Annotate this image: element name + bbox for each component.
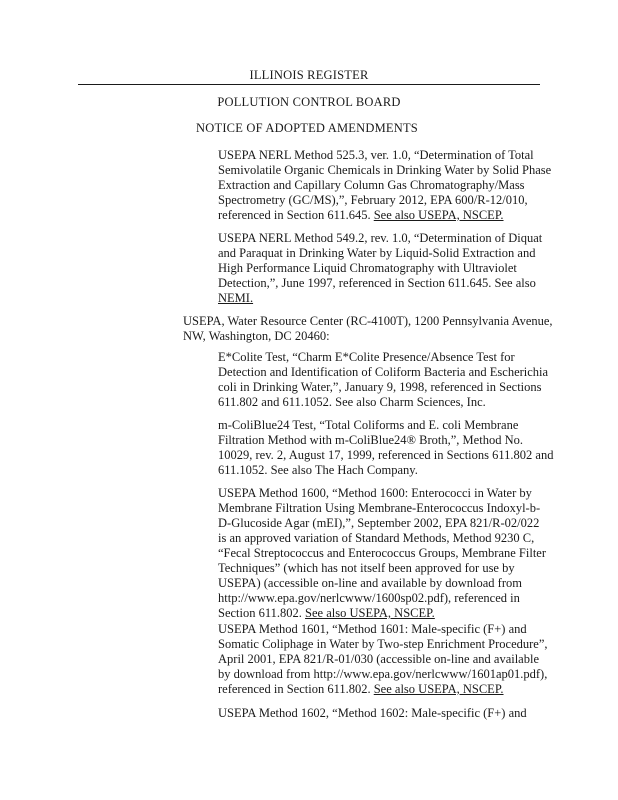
line-text: referenced in Section 611.645.: [218, 208, 371, 222]
line-text: Membrane Filtration Using Membrane-Enterococcus Indoxyl-b-: [218, 501, 541, 515]
entry-line: [218, 637, 548, 652]
line-text: D-Glucoside Agar (mEI),”, September 2002, EPA 821/R-02/022: [218, 516, 540, 530]
line-text: “Fecal Streptococcus and Enterococcus Groups, Membrane Filter: [218, 546, 547, 560]
line-text: referenced in Section 611.802.: [218, 682, 371, 696]
cross-reference: See also USEPA, NSCEP.: [305, 606, 435, 620]
entry-line: [218, 365, 548, 380]
entry-line: [218, 576, 546, 591]
line-text: April 2001, EPA 821/R-01/030 (accessible on-line and available: [218, 652, 540, 666]
header-rule: [78, 84, 540, 85]
entry-line: [218, 463, 553, 478]
line-text: USEPA NERL Method 525.3, ver. 1.0, “Determination of Total: [218, 148, 534, 162]
entry-line: [218, 622, 548, 637]
entry-line: [218, 350, 548, 365]
entry-line: [218, 231, 542, 246]
entry-line: [218, 652, 548, 667]
entry-line: [218, 606, 546, 621]
line-text: USEPA NERL Method 549.2, rev. 1.0, “Determination of Diquat: [218, 231, 543, 245]
entry-line: [218, 246, 542, 261]
entry-line: [218, 193, 551, 208]
line-text: http://www.epa.gov/nerlcwww/1600sp02.pdf), referenced in: [218, 591, 520, 605]
entry-m-coliblue24-test: [218, 418, 553, 478]
entry-line: [218, 591, 546, 606]
line-text: 611.802 and 611.1052. See also Charm Sciences, Inc.: [218, 395, 486, 409]
entry-line: [183, 329, 553, 344]
entry-line: [218, 148, 551, 163]
board-title: POLLUTION CONTROL BOARD: [217, 95, 401, 109]
entry-ecolite-test: [218, 350, 548, 410]
entry-method-1602: [218, 706, 527, 721]
entry-line: [218, 433, 553, 448]
entry-method-549-2: [218, 231, 542, 306]
cross-reference: See also USEPA, NSCEP.: [373, 208, 504, 222]
line-text: by download from http://www.epa.gov/nerlcwww/1601ap01.pdf),: [218, 667, 548, 681]
line-text: coli in Drinking Water,”, January 9, 1998, referenced in Sections: [218, 380, 542, 394]
line-text: m-ColiBlue24 Test, “Total Coliforms and E. coli Membrane: [218, 418, 519, 432]
entry-line: [218, 516, 546, 531]
entry-line: [218, 546, 546, 561]
line-text: USEPA Method 1601, “Method 1601: Male-specific (F+) and: [218, 622, 527, 636]
entry-method-525-3: [218, 148, 551, 223]
line-text: Techniques” (which has not itself been approved for use by: [218, 561, 515, 575]
cross-reference: NEMI.: [218, 291, 254, 305]
entry-method-1600: [218, 486, 546, 621]
line-text: USEPA Method 1600, “Method 1600: Enterococci in Water by: [218, 486, 532, 500]
line-text: is an approved variation of Standard Methods, Method 9230 C,: [218, 531, 535, 545]
entry-line: [218, 418, 553, 433]
line-text: NW, Washington, DC 20460:: [183, 329, 330, 343]
line-text: E*Colite Test, “Charm E*Colite Presence/Absence Test for: [218, 350, 515, 364]
line-text: Detection and Identification of Coliform Bacteria and Escherichia: [218, 365, 549, 379]
entry-line: [218, 667, 548, 682]
cross-reference: See also USEPA, NSCEP.: [373, 682, 504, 696]
line-text: Extraction and Capillary Column Gas Chromatography/Mass: [218, 178, 525, 192]
entry-line: [218, 380, 548, 395]
entry-line: [218, 682, 548, 697]
entry-line: [218, 531, 546, 546]
entry-line: [218, 486, 546, 501]
entry-line: [218, 395, 548, 410]
line-text: 10029, rev. 2, August 17, 1999, referenced in Sections 611.802 and: [218, 448, 554, 462]
line-text: Somatic Coliphage in Water by Two-step Enrichment Procedure”,: [218, 637, 548, 651]
line-text: Detection,”, June 1997, referenced in Section 611.645. See also: [218, 276, 536, 290]
entry-line: [218, 448, 553, 463]
line-text: USEPA) (accessible on-line and available by download from: [218, 576, 522, 590]
line-text: and Paraquat in Drinking Water by Liquid-Solid Extraction and: [218, 246, 536, 260]
entry-line: [183, 314, 553, 329]
register-title: ILLINOIS REGISTER: [249, 68, 369, 82]
entry-line: [218, 208, 551, 223]
entry-line: [218, 706, 527, 721]
entry-line: [218, 291, 542, 306]
line-text: High Performance Liquid Chromatography with Ultraviolet: [218, 261, 517, 275]
entry-line: [218, 261, 542, 276]
line-text: USEPA Method 1602, “Method 1602: Male-specific (F+) and: [218, 706, 527, 720]
entry-line: [218, 501, 546, 516]
notice-title: NOTICE OF ADOPTED AMENDMENTS: [196, 121, 418, 135]
entry-line: [218, 561, 546, 576]
entry-line: [218, 276, 542, 291]
line-text: USEPA, Water Resource Center (RC-4100T), 1200 Pennsylvania Avenue,: [183, 314, 553, 328]
line-text: Section 611.802.: [218, 606, 302, 620]
entry-line: [218, 178, 551, 193]
entry-method-1601: [218, 622, 548, 697]
entry-usepa-address: [183, 314, 553, 344]
line-text: Semivolatile Organic Chemicals in Drinking Water by Solid Phase: [218, 163, 552, 177]
line-text: Spectrometry (GC/MS),”, February 2012, EPA 600/R-12/010,: [218, 193, 528, 207]
entry-line: [218, 163, 551, 178]
line-text: 611.1052. See also The Hach Company.: [218, 463, 418, 477]
line-text: Filtration Method with m-ColiBlue24® Broth,”, Method No.: [218, 433, 523, 447]
